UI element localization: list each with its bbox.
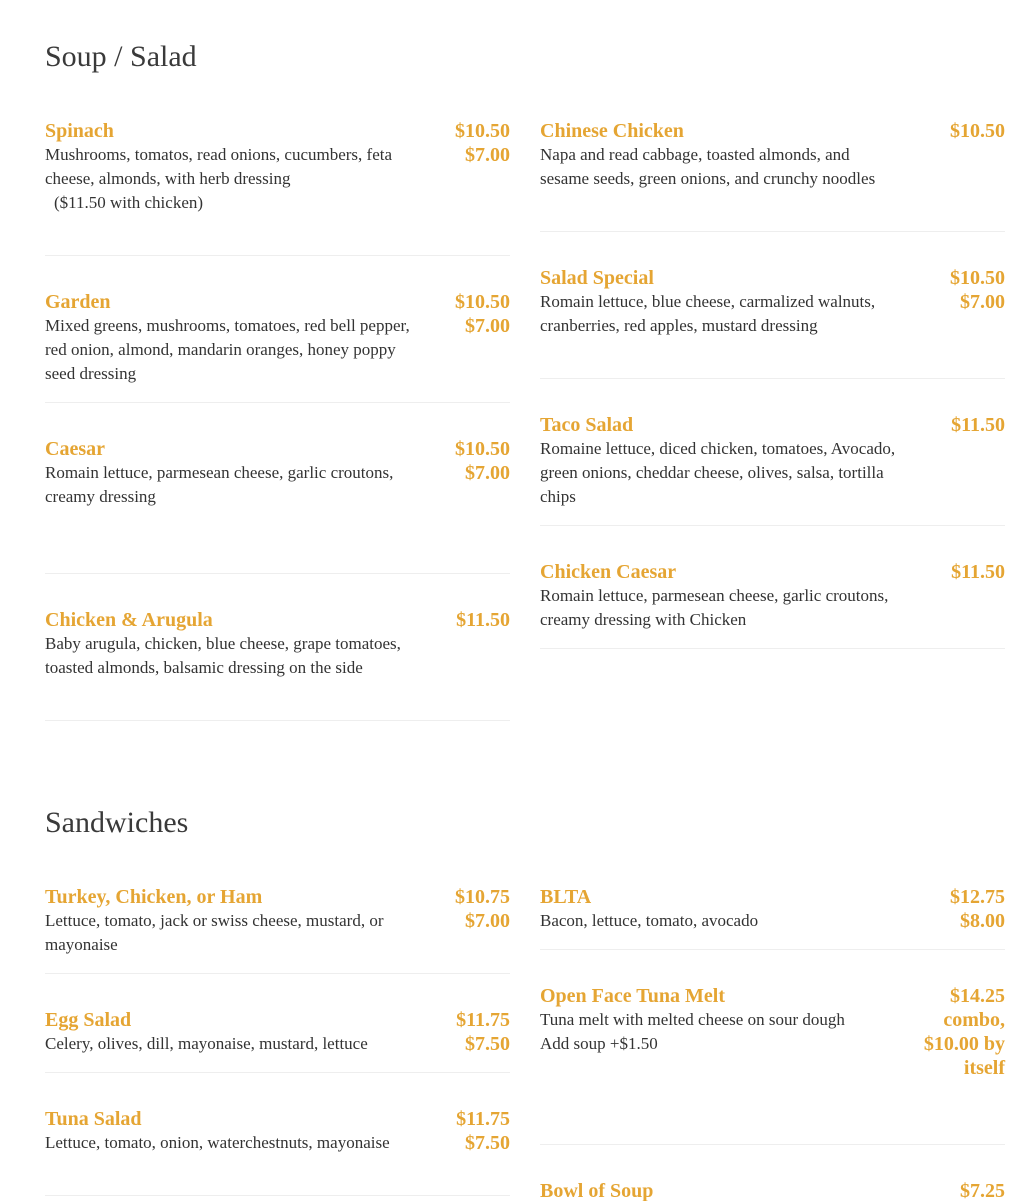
menu-item-chicken-arugula [45,608,510,721]
menu-item-note: ($11.50 with chicken) [54,193,204,212]
menu-item-description-text: Tuna melt with melted cheese on sour dough [540,1010,845,1029]
menu-item-garden [45,290,510,403]
menu-item-name: Caesar [45,438,105,460]
menu-item-prices [410,437,510,485]
menu-item-description-text: Mixed greens, mushrooms, tomatoes, red bell pepper, red onion, almond, mandarin oranges, honey poppy seed dressing [45,316,410,383]
menu-item-price: $11.75 [456,1108,510,1130]
menu-item-name: Bowl of Soup [540,1180,654,1201]
menu-item-name: Egg Salad [45,1009,132,1031]
menu-item-price-small: $7.00 [465,315,510,337]
menu-item-prices [905,266,1005,314]
menu-item-prices [410,290,510,338]
menu-item-description-text: Mushrooms, tomatos, read onions, cucumbers, feta cheese, almonds, with herb dressing [45,145,393,188]
menu-item-price: $7.25 [960,1180,1005,1201]
menu-item-price: $12.75 [950,886,1005,908]
menu-item-price: $10.50 [455,291,510,313]
menu-item-price: $14.25 [950,985,1005,1007]
menu-item-price: $11.50 [456,609,510,631]
menu-item-prices [410,119,510,167]
menu-item-prices [905,984,1005,1080]
menu-item-price: $10.75 [455,886,510,908]
menu-item-price: $10.50 [455,120,510,142]
menu-item-prices [410,885,510,933]
menu-item-price: $11.75 [456,1009,510,1031]
menu-item-price-note: combo, [943,1009,1005,1031]
menu-item-description [540,437,900,509]
menu-item-price-small: $7.00 [465,462,510,484]
menu-item-price-small: $7.00 [465,144,510,166]
menu-item-name: Garden [45,291,111,313]
menu-item-prices [905,560,1005,584]
menu-item-description-text: Romain lettuce, blue cheese, carmalized walnuts, cranberries, red apples, mustard dressing [540,292,876,335]
menu-item-prices [410,1008,510,1056]
menu-item-prices [410,1107,510,1155]
menu-item-chicken-caesar [540,560,1005,649]
menu-item-prices [905,413,1005,437]
menu-item-price-note: itself [963,1057,1005,1079]
menu-item-description-text: Lettuce, tomato, jack or swiss cheese, mustard, or mayonaise [45,911,384,954]
menu-item-description [45,909,415,957]
menu-item-description-text: Lettuce, tomato, onion, waterchestnuts, mayonaise [45,1133,390,1152]
menu-item-description [45,314,415,386]
menu-item-price-small: $8.00 [960,910,1005,932]
menu-item-name: Open Face Tuna Melt [540,985,726,1007]
menu-item-blta [540,885,1005,950]
menu-item-price-small: $7.50 [465,1132,510,1154]
menu-item-note: Add soup +$1.50 [540,1034,658,1053]
menu-item-caesar [45,437,510,574]
menu-item-description [45,632,415,680]
menu-item-description-text: Bacon, lettuce, tomato, avocado [540,911,759,930]
menu-item-spinach [45,119,510,256]
menu-item-bowl-of-soup [540,1179,1005,1201]
menu-item-description-text: Celery, olives, dill, mayonaise, mustard, lettuce [45,1034,368,1053]
menu-item-tuna-salad [45,1107,510,1196]
menu-item-name: Chicken & Arugula [45,609,213,631]
menu-item-description [540,909,900,933]
menu-item-price: $10.50 [950,120,1005,142]
menu-item-name: Chinese Chicken [540,120,684,142]
menu-item-prices [905,1179,1005,1201]
menu-item-description-text: Romain lettuce, parmesean cheese, garlic croutons, creamy dressing with Chicken [540,586,889,629]
menu-item-name: Turkey, Chicken, or Ham [45,886,263,908]
menu-item-prices [905,119,1005,143]
menu-item-name: Tuna Salad [45,1108,142,1130]
menu-item-name: BLTA [540,886,592,908]
menu-item-prices [410,608,510,632]
menu-item-price-note: $10.00 by [923,1033,1005,1055]
menu-item-name: Spinach [45,120,114,142]
menu-item-name: Taco Salad [540,414,634,436]
menu-item-description [45,1032,425,1056]
menu-item-price-small: $7.50 [465,1033,510,1055]
menu-item-description [540,290,900,338]
menu-item-description-text: Napa and read cabbage, toasted almonds, and sesame seeds, green onions, and crunchy noodles [540,145,876,188]
menu-item-prices [905,885,1005,933]
menu-item-description-text: Baby arugula, chicken, blue cheese, grape tomatoes, toasted almonds, balsamic dressing on the side [45,634,401,677]
menu-item-description [45,461,415,509]
menu-item-description [45,1131,415,1155]
section-title-soup-salad: Soup / Salad [45,40,197,73]
menu-item-description [540,1008,910,1056]
menu-item-turkey-chicken-ham [45,885,510,974]
menu-item-description [540,143,900,191]
menu-item-salad-special [540,266,1005,379]
menu-item-egg-salad [45,1008,510,1073]
menu-item-description-text: Romaine lettuce, diced chicken, tomatoes, Avocado, green onions, cheddar cheese, olives, salsa, tortilla chips [540,439,896,506]
menu-item-price: $10.50 [950,267,1005,289]
menu-item-open-face-tuna-melt [540,984,1005,1145]
section-title-sandwiches: Sandwiches [45,806,189,839]
menu-item-taco-salad [540,413,1005,526]
menu-item-price: $10.50 [455,438,510,460]
menu-item-description-text: Romain lettuce, parmesean cheese, garlic croutons, creamy dressing [45,463,394,506]
menu-item-price: $11.50 [951,414,1005,436]
menu-item-price: $11.50 [951,561,1005,583]
menu-item-name: Chicken Caesar [540,561,677,583]
menu-item-name: Salad Special [540,267,654,289]
menu-item-description [45,143,415,215]
menu-item-price-small: $7.00 [960,291,1005,313]
menu-item-description [540,584,900,632]
menu-item-price-small: $7.00 [465,910,510,932]
menu-item-chinese-chicken [540,119,1005,232]
